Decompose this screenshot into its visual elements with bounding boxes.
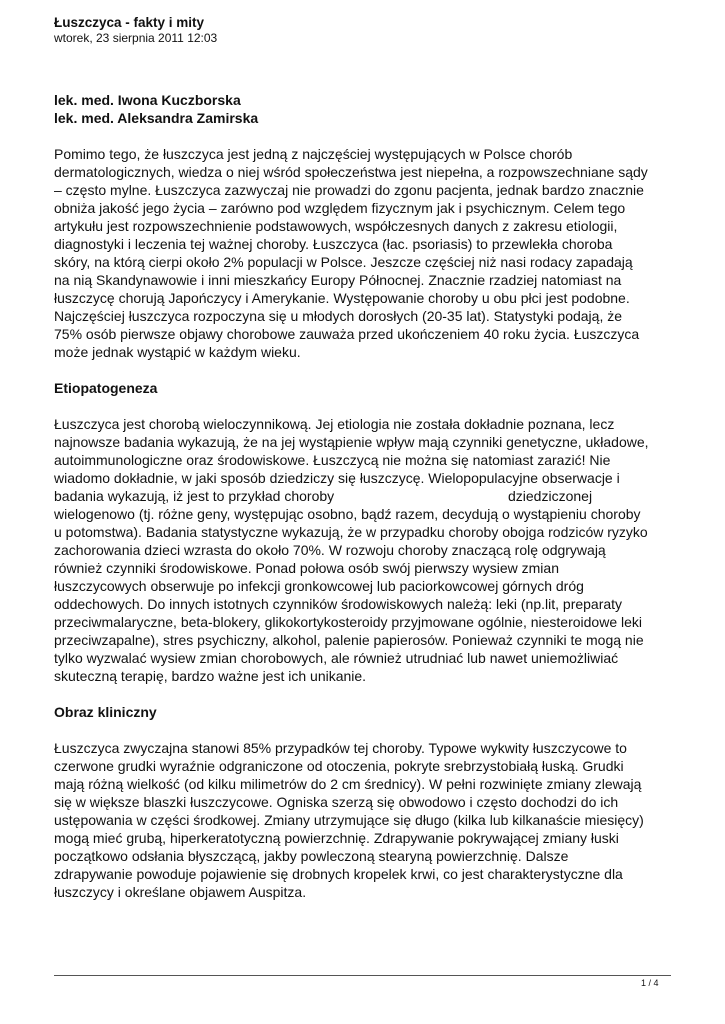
section-heading-etiopatogeneza: Etiopatogeneza [54,380,158,396]
paragraph-line: Najczęściej łuszczyca rozpoczyna się u młodych dorosłych (20-35 lat). Statystyki podają, że [54,308,623,324]
intro-paragraph [54,145,674,361]
author-line: lek. med. Iwona Kuczborska [54,92,241,108]
paragraph-line-split [54,487,674,505]
paragraph-line: autoimmunologiczne oraz środowiskowe. Łuszczycą nie można się natomiast zarazić! Nie [54,452,611,468]
split-text-right: dziedziczonej [508,488,593,504]
paragraph-line: Łuszczyca jest chorobą wieloczynnikową. Jej etiologia nie została dokładnie poznana, lecz [54,416,615,432]
paragraph-line: również czynniki środowiskowe. Ponad połowa osób swój pierwszy wysiew zmian [54,560,559,576]
etiopatogeneza-paragraph-continued [54,505,674,685]
paragraph-line: mogą mieć grubą, hiperkeratotyczną powierzchnię. Zdrapywanie pokrywającej zmiany łuski [54,830,619,846]
paragraph-line: u potomstwa). Badania statystyczne wykazują, że w przypadku choroby obojga rodziców ryzyko [54,524,648,540]
document-date: wtorek, 23 sierpnia 2011 12:03 [54,31,218,45]
paragraph-line: może jednak wystąpić w każdym wieku. [54,344,301,360]
paragraph-line: na nią Skandynawowie i inni mieszkańcy Europy Północnej. Znacznie rzadziej natomiast na [54,272,622,288]
paragraph-line: łuszczycę chorują Japończycy i Amerykanie. Występowanie choroby u obu płci jest podobne. [54,290,630,306]
paragraph-line: łuszczycy i określane objawem Auspitza. [54,884,307,900]
paragraph-line: mają różną wielkość (od kilku milimetrów do 2 cm średnicy). W pełni rozwinięte zmiany zlewają [54,776,642,792]
obraz-kliniczny-paragraph [54,739,674,901]
paragraph-line: wiadomo dokładnie, w jaki sposób dziedziczy się łuszczycę. Wielopopulacyjne obserwacje i [54,470,620,486]
paragraph-line: początkowo odsłania błyszczącą, jakby powleczoną stearyną powierzchnię. Dalsze [54,848,569,864]
page-header [54,14,217,46]
paragraph-line: artykułu jest rozpowszechnienie podstawowych, współczesnych danych z zakresu etiologii, [54,218,618,234]
paragraph-line: zdrapywanie powoduje pojawienie się drobnych kropelek krwi, co jest charakterystyczne dla [54,866,623,882]
paragraph-line: Łuszczyca zwyczajna stanowi 85% przypadków tej choroby. Typowe wykwity łuszczycowe to [54,740,627,756]
etiopatogeneza-paragraph [54,415,674,487]
paragraph-line: łuszczycowych obserwuje po infekcji gronkowcowej lub paciorkowcowej górnych dróg [54,578,584,594]
paragraph-line: diagnostyki i leczenia tej ważnej choroby. Łuszczyca (łac. psoriasis) to przewlekła choroba [54,236,613,252]
split-text-left: badania wykazują, iż jest to przykład choroby [54,488,335,504]
paragraph-line: wielogenowo (tj. różne geny, występując osobno, bądź razem, decydują o wystąpieniu choroby [54,506,641,522]
paragraph-line: najnowsze badania wykazują, że na jej wystąpienie wpływ mają czynniki genetyczne, układowe, [54,434,649,450]
paragraph-line: – często mylne. Łuszczyca zazwyczaj nie prowadzi do zgonu pacjenta, jednak bardzo znacznie [54,182,644,198]
paragraph-line: się w większe blaszki łuszczycowe. Ogniska szerzą się obwodowo i często dochodzi do ich [54,794,619,810]
paragraph-line: Pomimo tego, że łuszczyca jest jedną z najczęściej występujących w Polsce chorób [54,146,573,162]
paragraph-line: przeciwmalaryczne, beta-blokery, glikokortykosteroidy przyjmowane ogólnie, niesteroidowe leki [54,614,642,630]
paragraph-line: skuteczną terapię, bardzo ważne jest ich unikanie. [54,668,367,684]
paragraph-line: 75% osób pierwsze objawy chorobowe zauważa przed ukończeniem 40 roku życia. Łuszczyca [54,326,640,342]
paragraph-line: ustępowania w części środkowej. Zmiany utrzymujące się długo (kilka lub kilkanaście miesięcy) [54,812,644,828]
article-body [54,91,674,901]
paragraph-line: tylko wyzwalać wysiew zmian chorobowych, ale również utrudniać lub nawet uniemożliwiać [54,650,619,666]
paragraph-line: przeciwzapalne), stres psychiczny, alkohol, palenie papierosów. Ponieważ czynniki te mogą nie [54,632,644,648]
paragraph-line: obniża jakość jego życia – zarówno pod względem fizycznym jak i psychicznym. Celem tego [54,200,626,216]
paragraph-line: zachorowania dzieci wzrasta do około 70%. W rozwoju choroby znaczącą rolę odgrywają [54,542,606,558]
section-heading-obraz-kliniczny: Obraz kliniczny [54,704,157,720]
author-line: lek. med. Aleksandra Zamirska [54,110,259,126]
paragraph-line: skóry, na którą cierpi około 2% populacji w Polsce. Jeszcze częściej niż nasi rodacy zapadają [54,254,633,270]
document-title: Łuszczyca - fakty i mity [54,15,205,30]
paragraph-line: dermatologicznych, wiedza o niej wśród społeczeństwa jest niepełna, a rozpowszechniane sądy [54,164,648,180]
footer-divider [54,975,671,976]
paragraph-line: oddechowych. Do innych istotnych czynników środowiskowych należą: leki (np.lit, preparaty [54,596,623,612]
page-number: 1 / 4 [641,978,659,988]
paragraph-line: czerwone grudki wyraźnie odgraniczone od otoczenia, pokryte srebrzystobiałą łuską. Grudki [54,758,624,774]
